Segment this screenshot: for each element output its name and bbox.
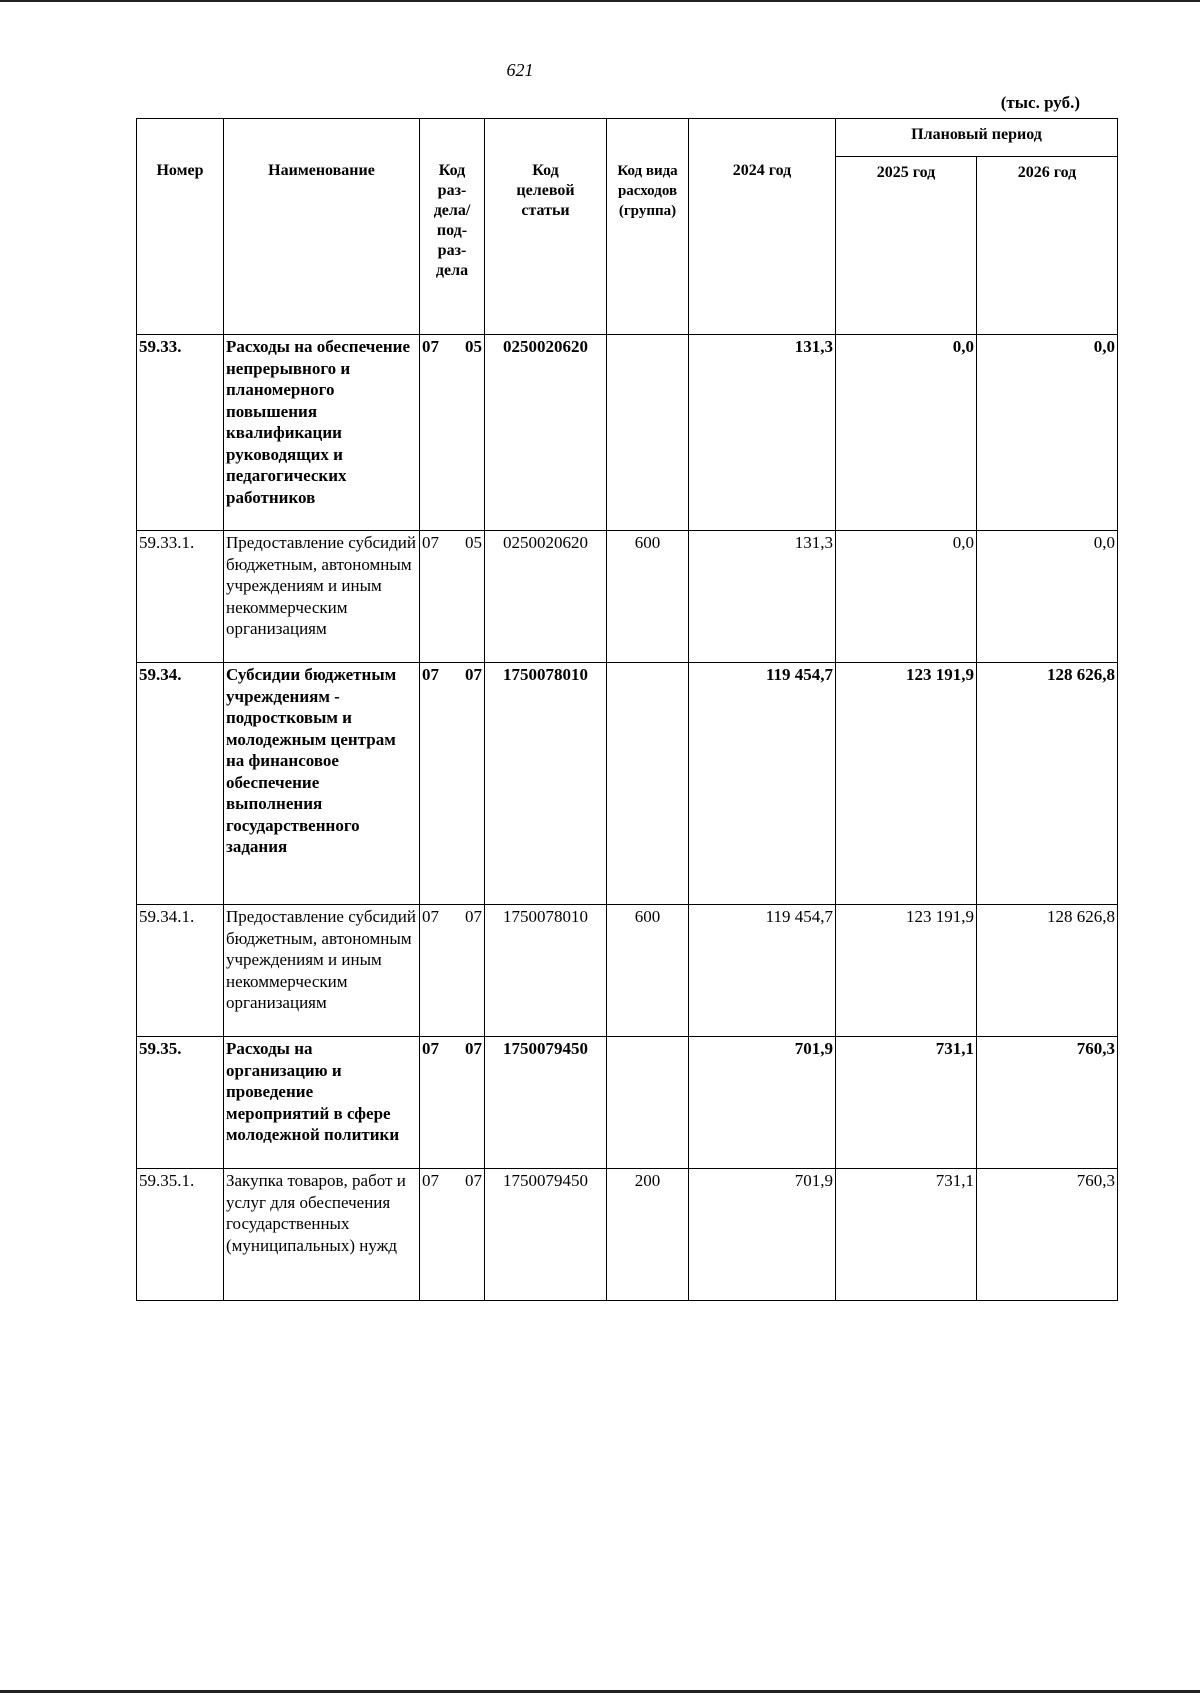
row-pr: 07 [465,907,482,926]
row-rz: 07 [422,337,439,356]
row-rz: 07 [422,533,439,552]
row-2026: 0,0 [977,335,1118,531]
row-2025: 731,1 [836,1037,977,1169]
row-name: Расходы на организацию и проведение мероприятий в сфере молодежной политики [224,1037,420,1169]
scan-artifact-bottom [0,1690,1200,1693]
scan-artifact-top [0,0,1200,2]
row-vr [607,335,689,531]
row-pr: 05 [465,337,482,356]
row-2025: 123 191,9 [836,663,977,905]
row-razdel [420,1037,485,1169]
table-row [137,335,1118,531]
header-nomer: Номер [137,119,224,335]
header-planoviy-period: Плановый период [836,119,1118,157]
row-rz: 07 [422,665,439,684]
row-name: Закупка товаров, работ и услуг для обеспечения государственных (муниципальных) нужд [224,1169,420,1301]
row-razdel [420,1169,485,1301]
row-nomer: 59.34.1. [137,905,224,1037]
row-2025: 0,0 [836,531,977,663]
row-nomer: 59.33. [137,335,224,531]
header-kod-vida: Код вида расходов (группа) [607,119,689,335]
row-2025: 0,0 [836,335,977,531]
row-csr: 1750078010 [485,663,607,905]
header-2024: 2024 год [689,119,836,335]
row-2024: 119 454,7 [689,663,836,905]
row-name: Предоставление субсидий бюджетным, автономным учреждениям и иным некоммерческим организациям [224,531,420,663]
row-2024: 701,9 [689,1037,836,1169]
header-row [137,119,1118,157]
row-name: Субсидии бюджетным учреждениям - подростковым и молодежным центрам на финансовое обеспечение выполнения государственного задания [224,663,420,905]
row-2024: 131,3 [689,335,836,531]
row-rz: 07 [422,1171,439,1190]
row-2026: 760,3 [977,1169,1118,1301]
table-row [137,1169,1118,1301]
table-row [137,531,1118,663]
row-csr: 0250020620 [485,531,607,663]
row-razdel [420,905,485,1037]
row-vr [607,1037,689,1169]
row-pr: 07 [465,1039,482,1058]
header-naimenovanie: Наименование [224,119,420,335]
row-2026: 760,3 [977,1037,1118,1169]
row-razdel [420,531,485,663]
row-pr: 07 [465,665,482,684]
row-csr: 1750079450 [485,1037,607,1169]
budget-table [136,118,1118,1301]
row-2024: 701,9 [689,1169,836,1301]
row-pr: 07 [465,1171,482,1190]
row-2024: 131,3 [689,531,836,663]
row-2025: 731,1 [836,1169,977,1301]
row-2026: 0,0 [977,531,1118,663]
row-nomer: 59.33.1. [137,531,224,663]
row-nomer: 59.34. [137,663,224,905]
row-nomer: 59.35. [137,1037,224,1169]
row-vr [607,663,689,905]
row-2026: 128 626,8 [977,905,1118,1037]
row-rz: 07 [422,907,439,926]
page-number: 621 [506,60,534,80]
header-2026: 2026 год [977,157,1118,335]
table-row [137,1037,1118,1169]
row-vr: 600 [607,905,689,1037]
row-2025: 123 191,9 [836,905,977,1037]
row-csr: 1750078010 [485,905,607,1037]
row-vr: 200 [607,1169,689,1301]
row-csr: 0250020620 [485,335,607,531]
header-kod-celevoy: Код целевой статьи [485,119,607,335]
table-body [137,335,1118,1301]
row-vr: 600 [607,531,689,663]
row-razdel [420,335,485,531]
row-csr: 1750079450 [485,1169,607,1301]
row-nomer: 59.35.1. [137,1169,224,1301]
row-rz: 07 [422,1039,439,1058]
row-2024: 119 454,7 [689,905,836,1037]
table-row [137,663,1118,905]
row-name: Предоставление субсидий бюджетным, автономным учреждениям и иным некоммерческим организациям [224,905,420,1037]
row-razdel [420,663,485,905]
row-pr: 05 [465,533,482,552]
header-2025: 2025 год [836,157,977,335]
row-name: Расходы на обеспечение непрерывного и планомерного повышения квалификации руководящих и педагогических работников [224,335,420,531]
unit-label: (тыс. руб.) [1000,93,1080,112]
header-kod-razdela: Код раз- дела/ под- раз- дела [420,119,485,335]
row-2026: 128 626,8 [977,663,1118,905]
table-row [137,905,1118,1037]
